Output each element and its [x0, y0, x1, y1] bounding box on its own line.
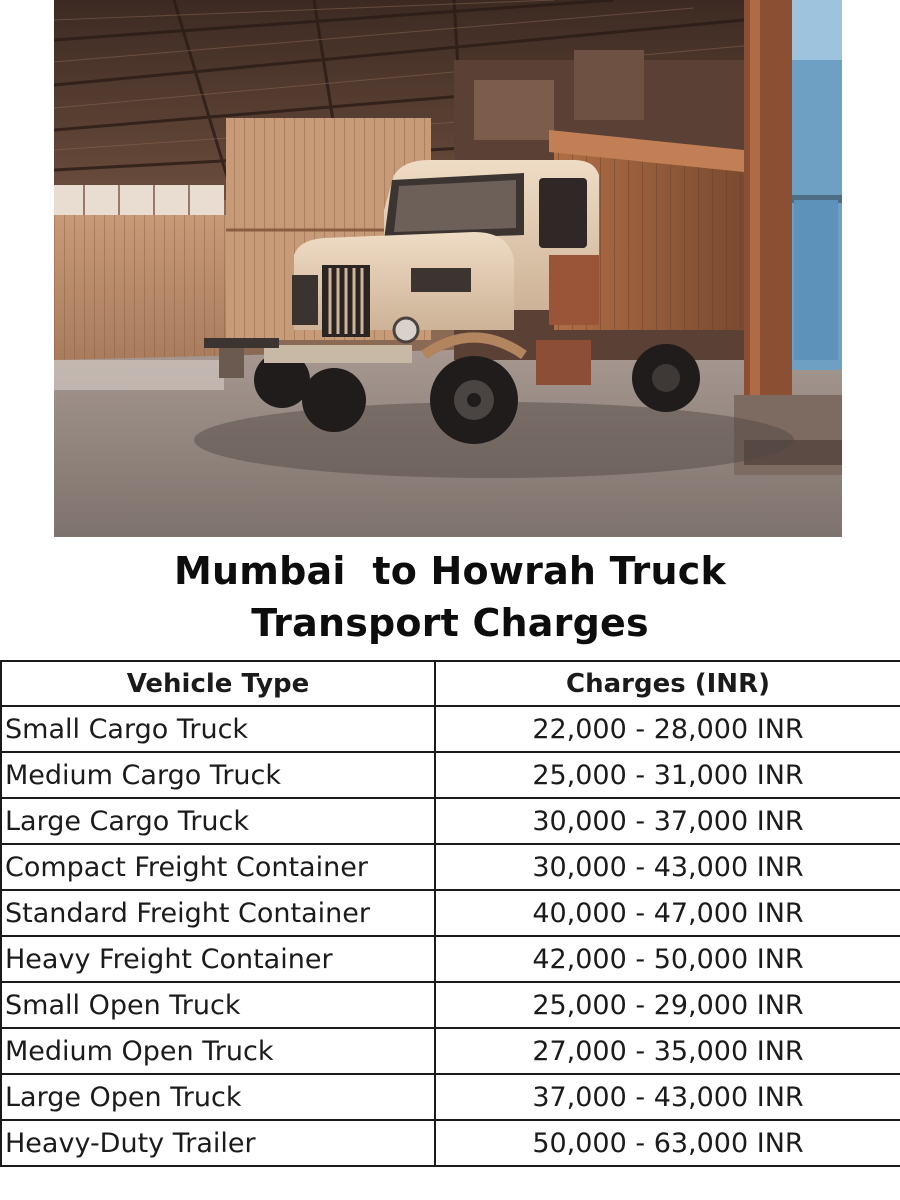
table-row [1, 936, 900, 982]
charge-cell: 42,000 - 50,000 INR [435, 936, 900, 982]
vehicle-type-cell: Compact Freight Container [1, 844, 435, 890]
vehicle-type-cell: Heavy-Duty Trailer [1, 1120, 435, 1166]
table-row [1, 706, 900, 752]
table-row [1, 752, 900, 798]
vehicle-type-cell: Large Open Truck [1, 1074, 435, 1120]
charge-cell: 50,000 - 63,000 INR [435, 1120, 900, 1166]
charge-cell: 30,000 - 37,000 INR [435, 798, 900, 844]
vehicle-type-cell: Medium Open Truck [1, 1028, 435, 1074]
table-row [1, 1120, 900, 1166]
table-row [1, 798, 900, 844]
title-line-1: Mumbai to Howrah Truck [174, 549, 726, 593]
vehicle-type-cell: Medium Cargo Truck [1, 752, 435, 798]
charge-cell: 22,000 - 28,000 INR [435, 706, 900, 752]
table-header-row [1, 661, 900, 706]
title-line-2: Transport Charges [251, 601, 649, 645]
vehicle-type-cell: Heavy Freight Container [1, 936, 435, 982]
table-row [1, 890, 900, 936]
table-row [1, 844, 900, 890]
vehicle-type-cell: Small Cargo Truck [1, 706, 435, 752]
charge-cell: 37,000 - 43,000 INR [435, 1074, 900, 1120]
charges-table [0, 660, 900, 1167]
table-row [1, 1074, 900, 1120]
charge-cell: 30,000 - 43,000 INR [435, 844, 900, 890]
header-vehicle-type: Vehicle Type [1, 661, 435, 706]
charge-cell: 27,000 - 35,000 INR [435, 1028, 900, 1074]
vehicle-type-cell: Small Open Truck [1, 982, 435, 1028]
charge-cell: 25,000 - 31,000 INR [435, 752, 900, 798]
truck-photo [54, 0, 842, 537]
page-title [0, 545, 900, 649]
header-charges: Charges (INR) [435, 661, 900, 706]
charge-cell: 40,000 - 47,000 INR [435, 890, 900, 936]
vehicle-type-cell: Large Cargo Truck [1, 798, 435, 844]
vehicle-type-cell: Standard Freight Container [1, 890, 435, 936]
charge-cell: 25,000 - 29,000 INR [435, 982, 900, 1028]
table-row [1, 1028, 900, 1074]
table-row [1, 982, 900, 1028]
